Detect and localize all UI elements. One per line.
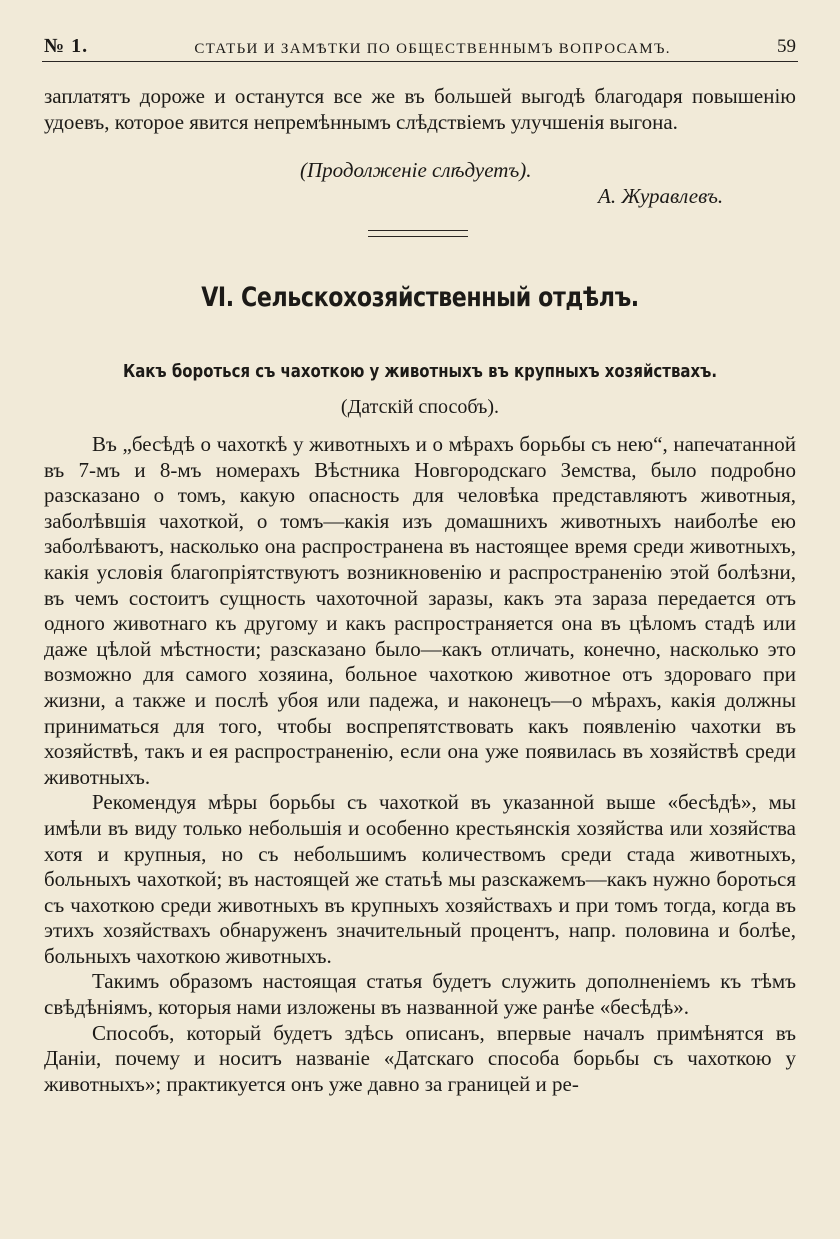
paragraph-2: Рекомендуя мѣры борьбы съ чахоткой въ указанной выше «бесѣдѣ», мы имѣли въ виду только небольшія и особенно крестьянскія хозяйства или хозяйства хотя и крупныя, но съ небольшимъ количествомъ среди стада животныхъ, больныхъ чахоткой; въ настоящей же статьѣ мы разскажемъ—какъ нужно бороться съ чахоткою среди животныхъ въ крупныхъ хозяйствахъ и при томъ тогда, когда въ этихъ хозяйствахъ обнаруженъ значительный процентъ, напр. половина и болѣе, больныхъ чахоткою животныхъ. bbox=[44, 790, 796, 968]
article-subheading: (Датскій способъ). bbox=[340, 396, 500, 418]
previous-article-ending bbox=[44, 84, 796, 135]
running-header bbox=[44, 30, 796, 58]
page-number: 59 bbox=[776, 36, 796, 57]
continuation-note: (Продолженіе слѣдуетъ). bbox=[300, 158, 532, 182]
header-rule bbox=[42, 61, 798, 62]
section-heading: VI. Сельскохозяйственный отдѣлъ. bbox=[201, 282, 639, 313]
article-heading: Какъ бороться съ чахоткою у животныхъ въ крупныхъ хозяйствахъ. bbox=[122, 361, 718, 382]
paragraph-4: Способъ, который будетъ здѣсь описанъ, впервые началъ примѣнятся въ Даніи, почему и носитъ названіе «Датскаго способа борьбы съ чахоткою у животныхъ»; практикуется онъ уже давно за границей и ре- bbox=[44, 1020, 796, 1096]
author-signature: А. Журавлевъ. bbox=[598, 184, 724, 208]
article-body bbox=[44, 432, 796, 1097]
issue-number: № 1. bbox=[44, 35, 89, 57]
paragraph-1: Въ „бесѣдѣ о чахоткѣ у животныхъ и о мѣрахъ борьбы съ нею“, напечатанной въ 7-мъ и 8-мъ номерахъ Вѣстника Новгородскаго Земства, было подробно разсказано о томъ, какую опасность для человѣка представляютъ животныя, заболѣвшія чахоткой, о томъ—какія изъ домашнихъ животныхъ наиболѣе ею заболѣваютъ, насколько она распространена въ настоящее время среди животныхъ, какія условія благопріятствуютъ возникновенію и распространенію этой болѣзни, въ чемъ состоитъ сущность чахоточной заразы, какъ эта зараза передается отъ одного животнаго къ другому и какъ распространяется она въ цѣломъ стадѣ или даже цѣлой мѣстности; разсказано было—какъ отличать, конечно, насколько это возможно для самого хозяина, больное чахоткою животное отъ здороваго при жизни, а также и послѣ убоя или падежа, и наконецъ—о мѣрахъ, какія должны приниматься для того, чтобы воспрепятствовать какъ появленію чахотки въ хозяйствѣ, такъ и ея распространенію, если она уже появилась въ хозяйствѣ среди животныхъ. bbox=[44, 432, 796, 789]
journal-section-title: СТАТЬИ И ЗАМѢТКИ ПО ОБЩЕСТВЕННЫМЪ ВОПРОСАМЪ. bbox=[194, 41, 671, 57]
paragraph-3: Такимъ образомъ настоящая статья будетъ служить дополненіемъ къ тѣмъ свѣдѣніямъ, которыя нами изложены въ названной уже ранѣе «бесѣдѣ». bbox=[44, 969, 796, 1020]
double-divider bbox=[368, 230, 468, 237]
intro-paragraph: заплатятъ дороже и останутся все же въ большей выгодѣ благодаря повышенію удоевъ, которое явится непремѣннымъ слѣдствіемъ улучшенія выгона. bbox=[44, 84, 796, 134]
